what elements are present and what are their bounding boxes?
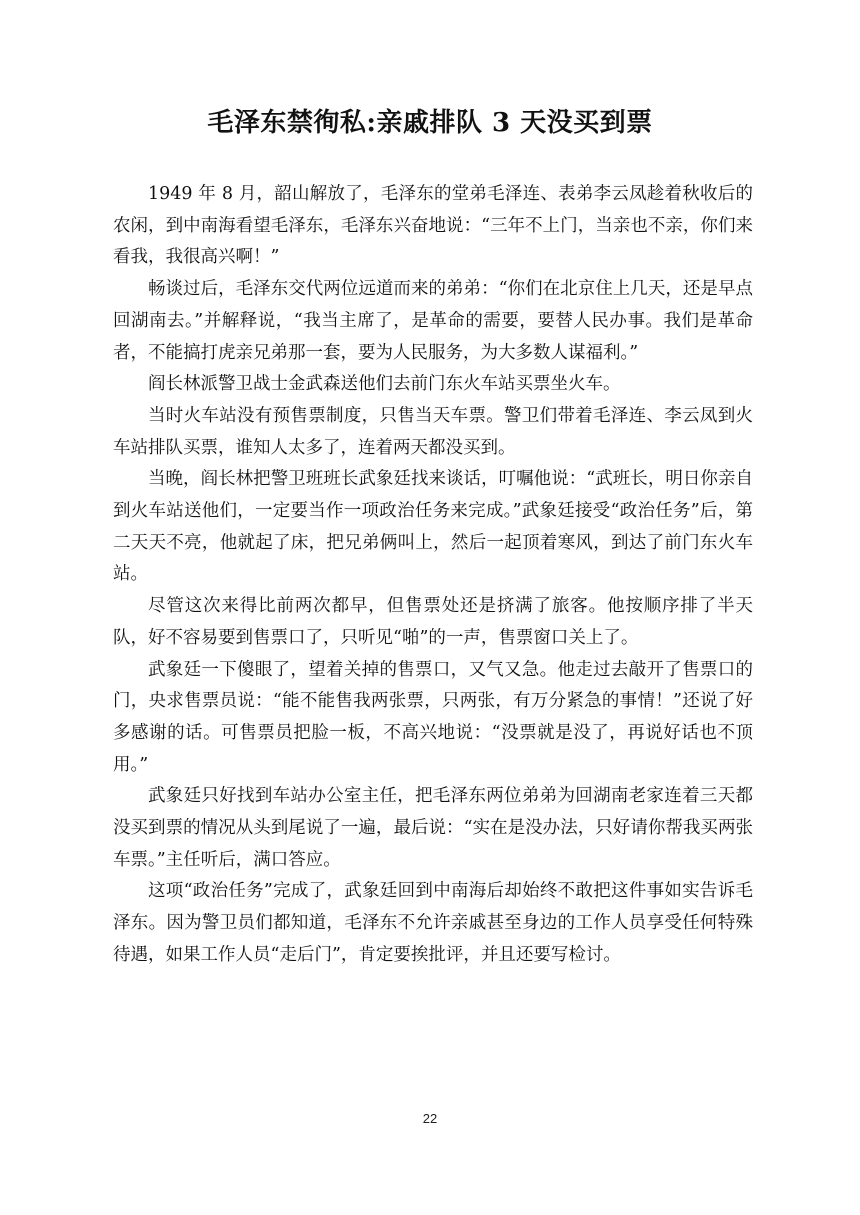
paragraph: 当晚，阎长林把警卫班班长武象廷找来谈话，叮嘱他说：“武班长，明日你亲自到火车站送他们，一定要当作一项政治任务来完成。”武象廷接受“政治任务”后，第二天天不亮，他就起了床，把兄弟俩叫上，然后一起顶着寒风，到达了前门东火车站。 bbox=[113, 469, 753, 585]
paragraph: 当时火车站没有预售票制度，只售当天车票。警卫们带着毛泽连、李云凤到火车站排队买票，谁知人太多了，连着两天都没买到。 bbox=[113, 405, 753, 458]
paragraph: 武象廷一下傻眼了，望着关掉的售票口，又气又急。他走过去敲开了售票口的门，央求售票员说：“能不能售我两张票，只两张，有万分紧急的事情！”还说了好多感谢的话。可售票员把脸一板，不高兴地说：“没票就是没了，再说好话也不顶用。” bbox=[113, 659, 753, 775]
paragraph: 1949 年 8 月，韶山解放了，毛泽东的堂弟毛泽连、表弟李云凤趁着秋收后的农闲，到中南海看望毛泽东，毛泽东兴奋地说：“三年不上门，当亲也不亲，你们来看我，我很高兴啊！” bbox=[113, 184, 753, 268]
article-body bbox=[113, 179, 753, 972]
paragraph: 阎长林派警卫战士金武森送他们去前门东火车站买票坐火车。 bbox=[148, 374, 621, 395]
paragraph: 这项“政治任务”完成了，武象廷回到中南海后却始终不敢把这件事如实告诉毛泽东。因为警卫员们都知道，毛泽东不允许亲戚甚至身边的工作人员享受任何特殊待遇，如果工作人员“走后门”，肯定要挨批评，并且还要写检讨。 bbox=[113, 881, 753, 965]
page-number: 22 bbox=[422, 1111, 438, 1126]
page-title: 毛泽东禁徇私:亲戚排队 3 天没买到票 bbox=[207, 108, 653, 138]
paragraph: 尽管这次来得比前两次都早，但售票处还是挤满了旅客。他按顺序排了半天队，好不容易要到售票口了，只听见“啪”的一声，售票窗口关上了。 bbox=[113, 596, 753, 648]
paragraph: 畅谈过后，毛泽东交代两位远道而来的弟弟：“你们在北京住上几天，还是早点回湖南去。”并解释说，“我当主席了，是革命的需要，要替人民办事。我们是革命者，不能搞打虎亲兄弟那一套，要为人民服务，为大多数人谋福利。” bbox=[113, 279, 753, 363]
paragraph: 武象廷只好找到车站办公室主任，把毛泽东两位弟弟为回湖南老家连着三天都没买到票的情况从头到尾说了一遍，最后说：“实在是没办法，只好请你帮我买两张车票。”主任听后，满口答应。 bbox=[113, 786, 753, 870]
